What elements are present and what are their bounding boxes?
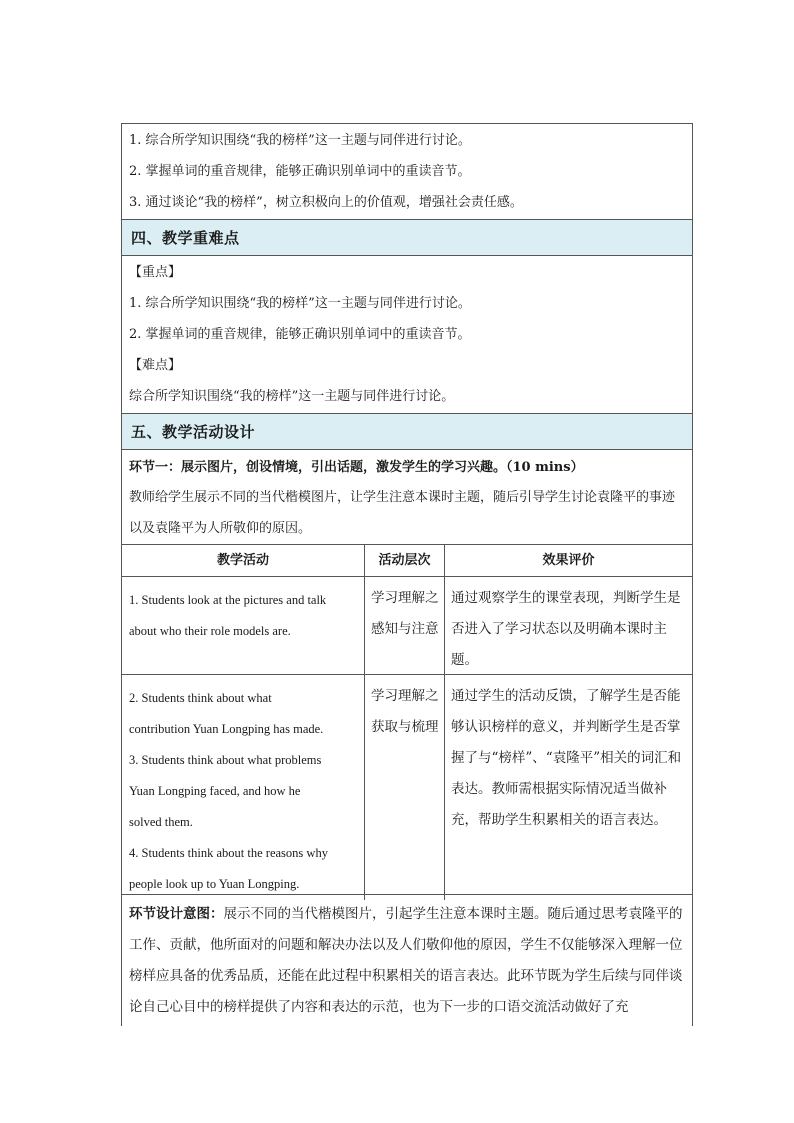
evaluation-cell: 通过观察学生的课堂表现，判断学生是否进入了学习状态以及明确本课时主题。: [451, 590, 681, 668]
section-5-heading: 五、教学活动设计: [122, 414, 692, 450]
column-header-activity: 教学活动: [122, 545, 365, 576]
level-cell: 学习理解之感知与注意: [365, 577, 445, 676]
activity-line: people look up to Yuan Longping.: [129, 877, 300, 891]
objective-item: 3. 通过谈论“我的榜样”，树立积极向上的价值观，增强社会责任感。: [129, 195, 523, 210]
key-points-label: 【重点】: [129, 265, 182, 280]
activity-line: 4. Students think about the reasons why: [129, 846, 328, 860]
activity-line: 1. Students look at the pictures and talk: [129, 593, 327, 607]
activity-line: 3. Students think about what problems: [129, 753, 322, 767]
evaluation-cell: 通过学生的活动反馈，了解学生是否能够认识榜样的意义，并判断学生是否掌握了与“榜样”、“袁隆平”相关的词汇和表达。教师需根据实际情况适当做补充，帮助学生积累相关的语言表达。: [451, 688, 682, 828]
step-1-heading: 环节一：展示图片，创设情境，引出话题，激发学生的学习兴趣。（10 mins）: [129, 460, 584, 475]
objectives-block: [122, 124, 692, 220]
activity-table-header: [122, 545, 692, 577]
activity-row: [122, 577, 692, 675]
step-1-description: 教师给学生展示不同的当代楷模图片，让学生注意本课时主题，随后引导学生讨论袁隆平的事迹以及袁隆平为人所敬仰的原因。: [129, 490, 676, 536]
column-header-level: 活动层次: [365, 545, 445, 576]
activity-line: about who their role models are.: [129, 624, 291, 638]
key-point-item: 1. 综合所学知识围绕“我的榜样”这一主题与同伴进行讨论。: [129, 296, 471, 311]
step-design-intent: [122, 895, 692, 1026]
column-header-evaluation: 效果评价: [542, 553, 595, 568]
activity-cell: [122, 577, 365, 676]
objective-item: 2. 掌握单词的重音规律，能够正确识别单词中的重读音节。: [129, 164, 471, 179]
design-intent-text: 展示不同的当代楷模图片，引起学生注意本课时主题。随后通过思考袁隆平的工作、贡献，他所面对的问题和解决办法以及人们敬仰他的原因，学生不仅能够深入理解一位榜样应具备的优秀品质，还能在此过程中积累相关的语言表达。此环节既为学生后续与同伴谈论自己心目中的榜样提供了内容和表达的示范，也为下一步的口语交流活动做好了充: [129, 906, 683, 1015]
section-4-heading: 四、教学重难点: [122, 220, 692, 256]
activity-line: contribution Yuan Longping has made.: [129, 722, 324, 736]
activity-row: [122, 675, 692, 895]
step-1-intro: [122, 450, 692, 545]
difficult-points-label: 【难点】: [129, 358, 182, 373]
activity-line: solved them.: [129, 815, 193, 829]
key-point-item: 2. 掌握单词的重音规律，能够正确识别单词中的重读音节。: [129, 327, 471, 342]
difficult-point-text: 综合所学知识围绕“我的榜样”这一主题与同伴进行讨论。: [129, 389, 455, 404]
activity-cell: [122, 675, 365, 900]
key-difficult-points: [122, 256, 692, 414]
lesson-plan-table: [121, 123, 693, 1026]
design-intent-label: 环节设计意图：: [129, 906, 224, 922]
activity-line: Yuan Longping faced, and how he: [129, 784, 301, 798]
objective-item: 1. 综合所学知识围绕“我的榜样”这一主题与同伴进行讨论。: [129, 133, 471, 148]
activity-line: 2. Students think about what: [129, 691, 272, 705]
level-cell: 学习理解之获取与梳理: [365, 675, 445, 900]
